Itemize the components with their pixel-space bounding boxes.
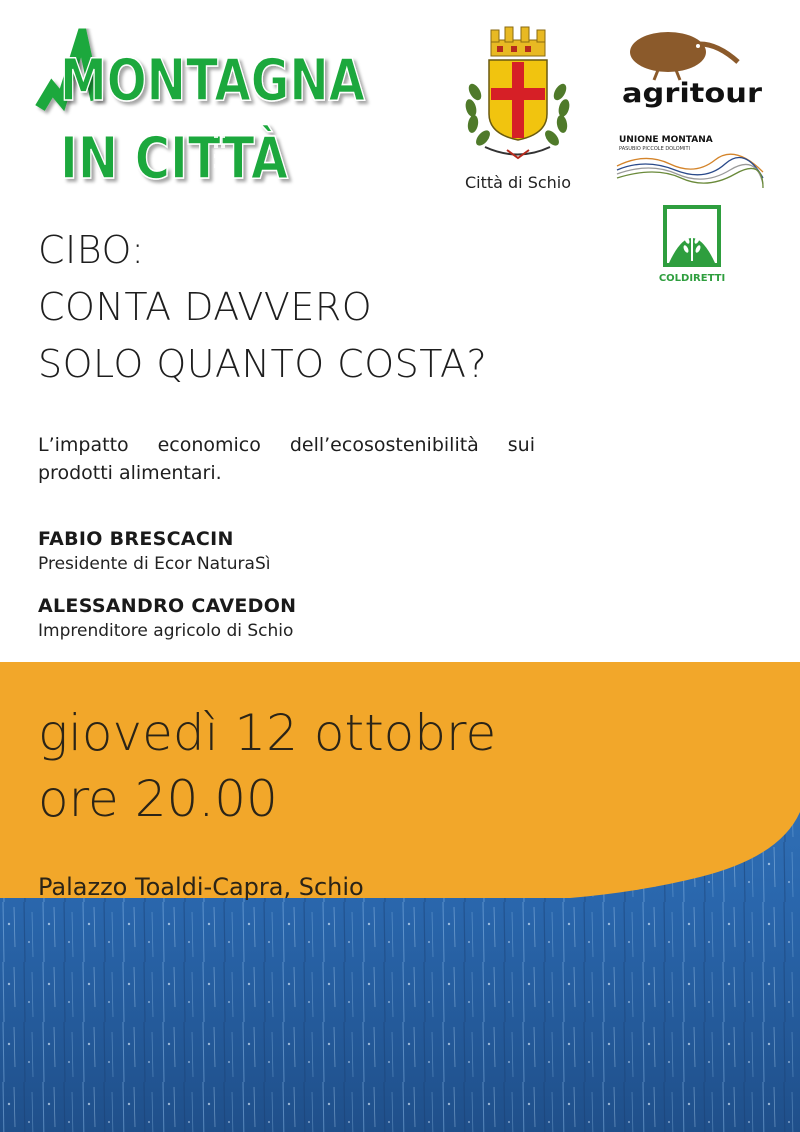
speaker-role: Presidente di Ecor NaturaSì <box>38 554 271 574</box>
headline-line-1: CIBO: <box>38 228 145 272</box>
event-venue: Palazzo Toaldi-Capra, Schio <box>38 873 364 901</box>
event-time: ore 20.00 <box>38 770 278 828</box>
speaker-block <box>38 595 296 641</box>
event-datetime <box>38 700 496 832</box>
headline-line-2: CONTA DAVVERO <box>38 285 373 329</box>
headline-line-3: SOLO QUANTO COSTA? <box>38 342 488 386</box>
event-date: giovedì 12 ottobre <box>38 704 497 762</box>
brand-line-1: MONTAGNA <box>60 46 366 114</box>
town-crest-icon <box>455 22 580 172</box>
agritour-wordmark: agritour <box>622 78 763 109</box>
unione-subtitle: PASUBIO PICCOLE DOLOMITI <box>619 146 690 152</box>
speaker-name: FABIO BRESCACIN <box>38 528 234 550</box>
agritour-logo <box>618 28 768 110</box>
unione-title: UNIONE MONTANA <box>619 135 713 145</box>
wheat-shield-icon <box>665 207 719 265</box>
event-subtitle: L’impatto economico dell’ecosostenibilità sui prodotti alimentari. <box>38 434 535 484</box>
mountain-lines-icon <box>617 154 763 188</box>
coldiretti-wordmark: COLDIRETTI <box>658 273 726 284</box>
headline <box>38 222 598 393</box>
unione-montana-logo <box>615 132 765 192</box>
speaker-block <box>38 528 270 574</box>
coldiretti-logo <box>655 205 730 290</box>
brand-line-2: IN CITTÀ <box>60 124 336 192</box>
crest-caption: Città di Schio <box>464 173 572 192</box>
speaker-name: ALESSANDRO CAVEDON <box>38 595 297 617</box>
kiwi-bird-icon <box>630 32 738 80</box>
montagna-in-citta-logo <box>38 30 378 190</box>
speaker-role: Imprenditore agricolo di Schio <box>38 621 294 641</box>
